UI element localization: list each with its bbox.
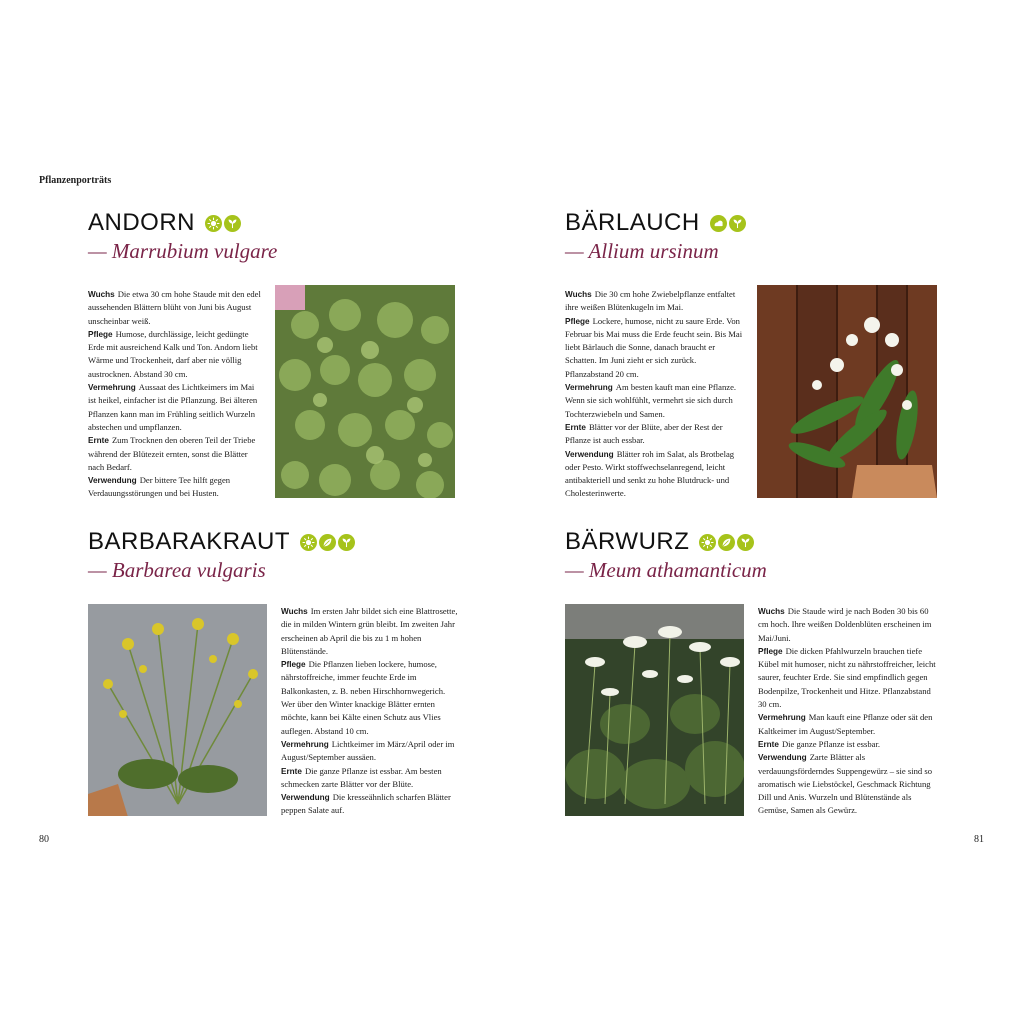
section-text: Lockere, humose, nicht zu saure Erde. Von Februar bis Mai muss die Erde feucht sein. Bis Mai liebt Bärlauch die Sonne, danach braucht er Schatten. Im Juni zieht er sich zurück. Pflanzabstand 20 cm. (565, 315, 743, 379)
section-label-vermehrung: Vermehrung (281, 739, 329, 749)
section-text: Die Pflanzen lieben lockere, humose, nährstoffreiche, immer feuchte Erde im Balkonkasten, z. B. neben Hirschhornwegerich. Wer über den Winter knackige Blätter ernten möchte, kann bei Kälte einen Schutz aus Vlies auflegen. Abstand 10 cm. (281, 659, 446, 736)
section-text: Im ersten Jahr bildet sich eine Blattrosette, die in milden Wintern grün bleibt. Im zweiten Jahr erscheinen ab April die bis zu 1 m hohen Blütenstände. (281, 606, 458, 656)
leaf-icon (319, 534, 336, 551)
leaf-icon (718, 534, 735, 551)
plant-name: BÄRLAUCH (565, 209, 700, 236)
section-text: Die dicken Pfahlwurzeln brauchen tiefe Kübel mit humoser, nicht zu nährstoffreicher, leicht saurer, feuchter Erde. Sie sind empfindlich gegen Bodenpilze, Trockenheit und Hitze. Pflanzabstand 30 cm. (758, 645, 936, 710)
plant-name: BÄRWURZ (565, 528, 690, 555)
section-text: Die etwa 30 cm hohe Staude mit den edel aussehenden Blättern blüht von Juni bis August unscheinbar weiß. (88, 289, 261, 326)
plant-body-andorn (88, 288, 455, 501)
plant-entry-baerwurz (565, 528, 767, 583)
section-label-pflege: Pflege (758, 646, 783, 656)
section-label-wuchs: Wuchs (565, 290, 592, 299)
seedling-icon (224, 215, 241, 232)
section-label-verwendung: Verwendung (565, 449, 614, 459)
section-text: Die ganze Pflanze ist essbar. Am besten schmecken zarte Blätter vor der Blüte. (281, 765, 442, 789)
seedling-icon (729, 215, 746, 232)
section-label-ernte: Ernte (88, 436, 109, 446)
plant-name: BARBARAKRAUT (88, 528, 291, 555)
section-text: Blätter vor der Blüte, aber der Rest der Pflanze ist auch essbar. (565, 421, 723, 446)
section-text: Aussaat des Lichtkeimers im Mai ist heikel, einfacher ist die Pflanzung. Bei älteren Pflanzen kann man im Frühling seitlich Wurzeln abstechen und umpflanzen. (88, 382, 258, 432)
section-label-verwendung: Verwendung (758, 753, 807, 763)
section-text: Humose, durchlässige, leicht gedüngte Erde mit ausreichend Kalk und Ton. Andorn liebt Wärme und Trockenheit, darf aber nie völlig austrocknen. Abstand 30 cm. (88, 328, 258, 379)
section-text: Man kauft eine Pflanze oder sät den Kaltkeimer im August/September. (758, 712, 933, 736)
care-icons (710, 215, 746, 232)
plant-body-baerlauch (565, 288, 937, 501)
section-text: Die ganze Pflanze ist essbar. (781, 738, 881, 749)
plant-photo-barbarakraut (88, 604, 267, 816)
plant-body-baerwurz (565, 605, 938, 818)
section-label-wuchs: Wuchs (88, 290, 115, 299)
section-text: Die Staude wird je nach Boden 30 bis 60 cm hoch. Ihre weißen Doldenblüten erscheinen im Mai/Juni. (758, 606, 932, 643)
plant-body-barbarakraut (88, 605, 461, 818)
section-text: Der bittere Tee hilft gegen Verdauungsstörungen und bei Husten. (88, 475, 231, 499)
section-label-vermehrung: Vermehrung (565, 383, 613, 393)
page-number-left: 80 (39, 834, 49, 845)
seedling-icon (338, 534, 355, 551)
latin-name: — Meum athamanticum (565, 558, 767, 582)
plant-description (758, 605, 938, 818)
page-number-right: 81 (974, 834, 984, 845)
section-label-pflege: Pflege (281, 660, 306, 670)
section-label-vermehrung: Vermehrung (88, 383, 136, 393)
section-text: Die 30 cm hohe Zwiebelpflanze entfaltet ihre weißen Blütenkugeln im Mai. (565, 289, 736, 313)
section-text: Blätter roh im Salat, als Brotbelag oder Pesto. Wirkt stoffwechselanregend, leicht antibakteriell und senkt zu hohe Blutdruck- und Cholesterinwerte. (565, 448, 735, 499)
shade-icon (710, 215, 727, 232)
section-label-ernte: Ernte (758, 739, 779, 749)
section-label-wuchs: Wuchs (281, 607, 308, 616)
section-text: Zum Trocknen den oberen Teil der Triebe während der Blütezeit ernten, sonst die Blätter nach Bedarf. (88, 435, 256, 472)
care-icons (300, 534, 355, 551)
section-label-ernte: Ernte (565, 422, 586, 432)
plant-entry-andorn (88, 209, 277, 264)
section-text: Zarte Blätter als verdauungsförderndes Suppengewürz – sie sind so aromatisch wie Liebstöckel, Geschmack Richtung Dill und Anis. Wurzeln und Blütenstände als Gemüse, Samen als Gewürz. (758, 752, 932, 816)
sun-icon (300, 534, 317, 551)
section-label-pflege: Pflege (565, 316, 590, 326)
latin-name: — Barbarea vulgaris (88, 558, 266, 582)
seedling-icon (737, 534, 754, 551)
latin-name: — Marrubium vulgare (88, 239, 278, 263)
section-label-verwendung: Verwendung (88, 476, 137, 486)
plant-description (281, 605, 461, 818)
section-label-vermehrung: Vermehrung (758, 713, 806, 723)
plant-description (88, 288, 261, 501)
plant-photo-andorn (275, 285, 455, 498)
section-label-ernte: Ernte (281, 766, 302, 776)
section-text: Am besten kauft man eine Pflanze. Wenn sie sich wohlfühlt, vermehrt sie sich durch Tochterzwiebeln und Samen. (565, 382, 737, 419)
plant-entry-barbarakraut (88, 528, 355, 583)
care-icons (699, 534, 754, 551)
section-text: Lichtkeimer im März/April oder im August/September aussäen. (281, 738, 455, 763)
plant-description (565, 288, 744, 501)
care-icons (205, 215, 241, 232)
sun-icon (699, 534, 716, 551)
section-label-wuchs: Wuchs (758, 607, 785, 616)
section-label-verwendung: Verwendung (281, 793, 330, 803)
plant-photo-baerwurz (565, 604, 744, 816)
section-text: Die kresseähnlich scharfen Blätter peppen Salate auf. (281, 792, 451, 816)
section-label-pflege: Pflege (88, 329, 113, 339)
running-head: Pflanzenporträts (39, 175, 112, 186)
latin-name: — Allium ursinum (565, 239, 719, 263)
sun-icon (205, 215, 222, 232)
plant-photo-baerlauch (757, 285, 937, 498)
plant-entry-baerlauch (565, 209, 746, 264)
plant-name: ANDORN (88, 209, 196, 236)
